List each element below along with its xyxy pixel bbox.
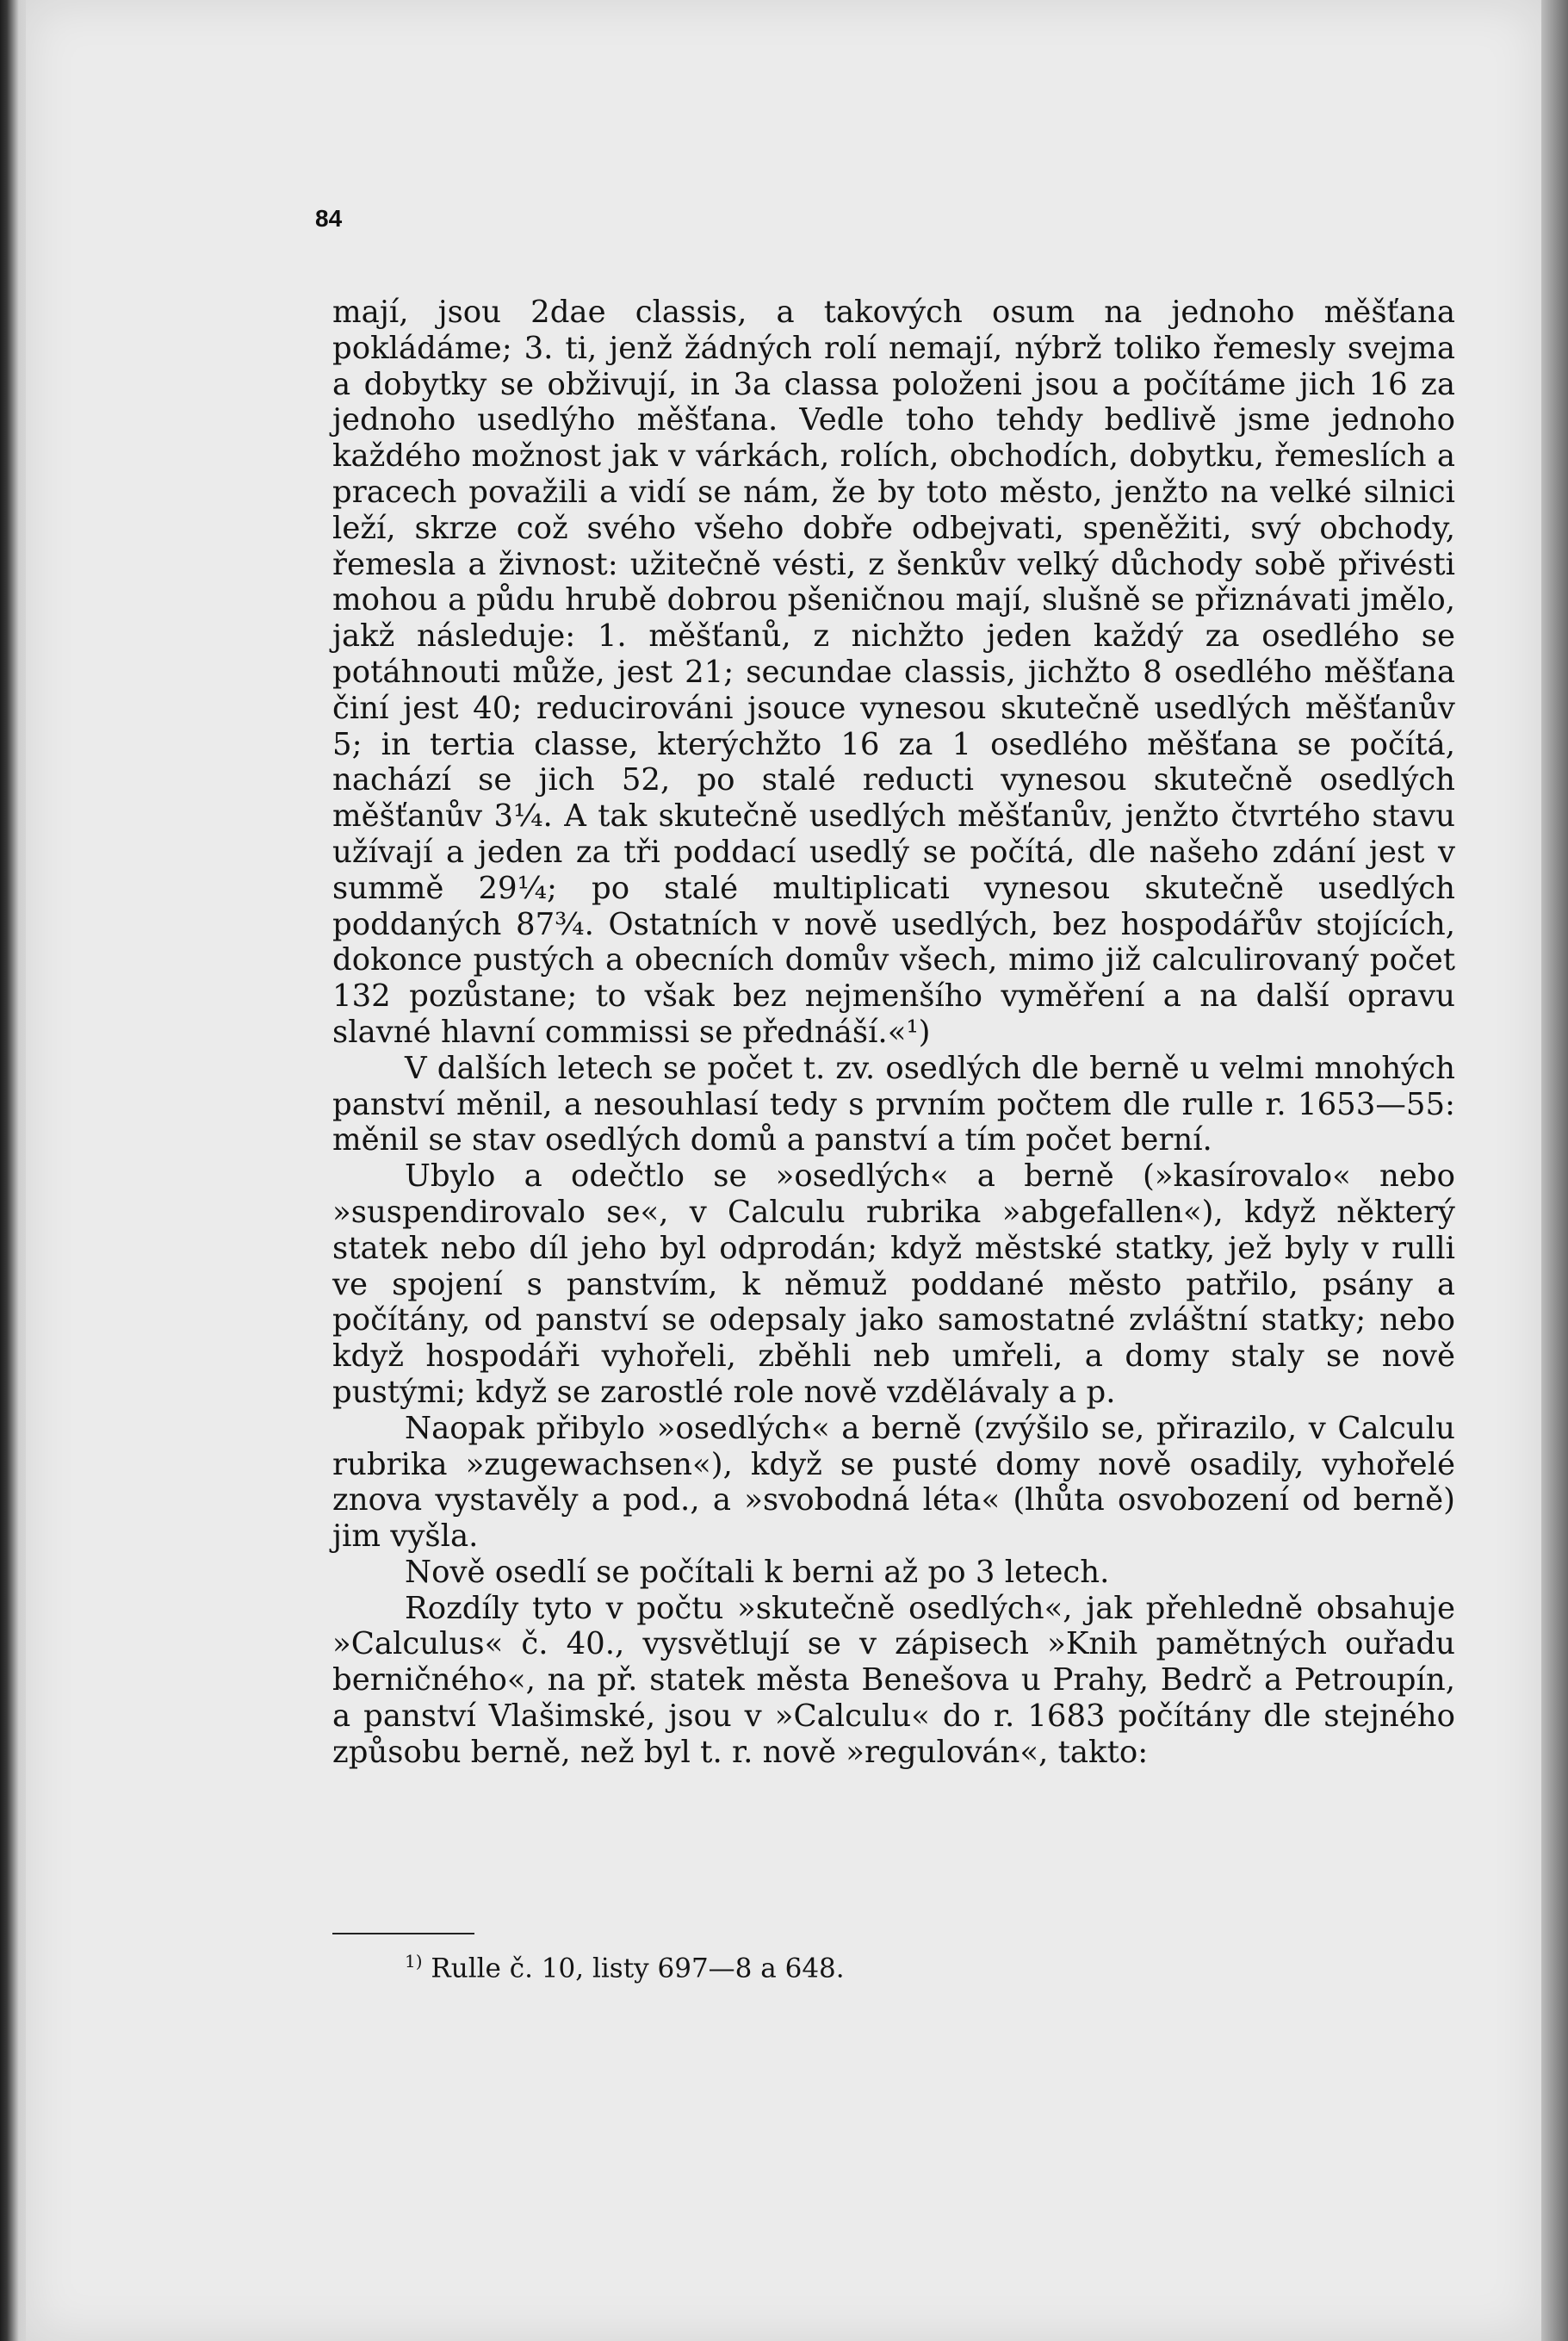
footnote <box>405 1945 845 1984</box>
paragraph-4: Naopak přibylo »osedlých« a berně (zvýšilo se, přirazilo, v Calculu rubrika »zugewachsen«), když se pusté domy nově osadily, vyhořelé znova vystavěly a pod., a »svobodná léta« (lhůta osvobození od berně) jim vyšla. <box>332 1410 1455 1555</box>
footnote-mark: 1) <box>405 1951 423 1972</box>
paragraph-5: Nově osedlí se počítali k berni až po 3 letech. <box>405 1554 1110 1590</box>
footnote-text: Rulle č. 10, listy 697—8 a 648. <box>431 1953 845 1984</box>
paragraph-3: Ubylo a odečtlo se »osedlých« a berně (»kasírovalo« nebo »suspendirovalo se«, v Calculu rubrika »abgefallen«), když některý statek nebo díl jeho byl odprodán; když městské statky, jež byly v rulli ve spojení s panstvím, k němuž poddané město patřilo, psány a počítány, od panství se odepsaly jako samostatné zvláštní statky; nebo když hospodáři vyhořeli, zběhli neb umřeli, a domy staly se nově pustými; když se zarostlé role nově vzdělávaly a p. <box>332 1158 1455 1410</box>
page-number: 84 <box>315 205 343 232</box>
paragraph-1: mají, jsou 2dae classis, a takových osum na jednoho měšťana pokládáme; 3. ti, jenž žádných rolí nemají, nýbrž toliko řemesly svejma a dobytky se obživují, in 3a classa položeni jsou a počítáme jich 16 za jednoho usedlýho měšťana. Vedle toho tehdy bedlivě jsme jednoho každého možnost jak v várkách, rolích, obchodích, dobytku, řemeslích a pracech považili a vidí se nám, že by toto město, jenžto na velké silnici leží, skrze což svého všeho dobře odbejvati, speněžiti, svý obchody, řemesla a živnost: užitečně vésti, z šenkův velký důchody sobě přivésti mohou a půdu hrubě dobrou pšeničnou mají, slušně se přiznávati jmělo, jakž následuje: 1. měšťanů, z nichžto jeden každý za osedlého se potáhnouti může, jest 21; secundae classis, jichžto 8 osedlého měšťana činí jest 40; reducirováni jsouce vynesou skutečně usedlých měšťanův 5; in tertia classe, kterýchžto 16 za 1 osedlého měšťana se počítá, nachází se jich 52, po stalé reducti vynesou skutečně osedlých měšťanův 3¼. A tak skutečně usedlých měšťanův, jenžto čtvrtého stavu užívají a jeden za tři poddací usedlý se počítá, dle našeho zdání jest v summě 29¼; po stalé multiplicati vynesou skutečně usedlých poddaných 87¾. Ostatních v nově usedlých, bez hospodářův stojících, dokonce pustých a obecních domův všech, mimo již calculirovaný počet 132 pozůstane; to však bez nejmenšího vyměření a na další opravu slavné hlavní commissi se přednáší.«¹) <box>332 295 1455 1050</box>
body-text <box>332 295 1455 1771</box>
paragraph-6: Rozdíly tyto v počtu »skutečně osedlých«, jak přehledně obsahuje »Calculus« č. 40., vysvětlují se v zápisech »Knih pamětných ouřadu berničného«, na př. statek města Benešova u Prahy, Bedrč a Petroupín, a panství Vlašimské, jsou v »Calculu« do r. 1683 počítány dle stejného způsobu berně, než byl t. r. nově »regulován«, takto: <box>332 1590 1455 1770</box>
paragraph-2: V dalších letech se počet t. zv. osedlých dle berně u velmi mnohých panství měnil, a nesouhlasí tedy s prvním počtem dle rulle r. 1653—55: měnil se stav osedlých domů a panství a tím počet berní. <box>332 1050 1455 1158</box>
footnote-divider <box>332 1933 474 1934</box>
